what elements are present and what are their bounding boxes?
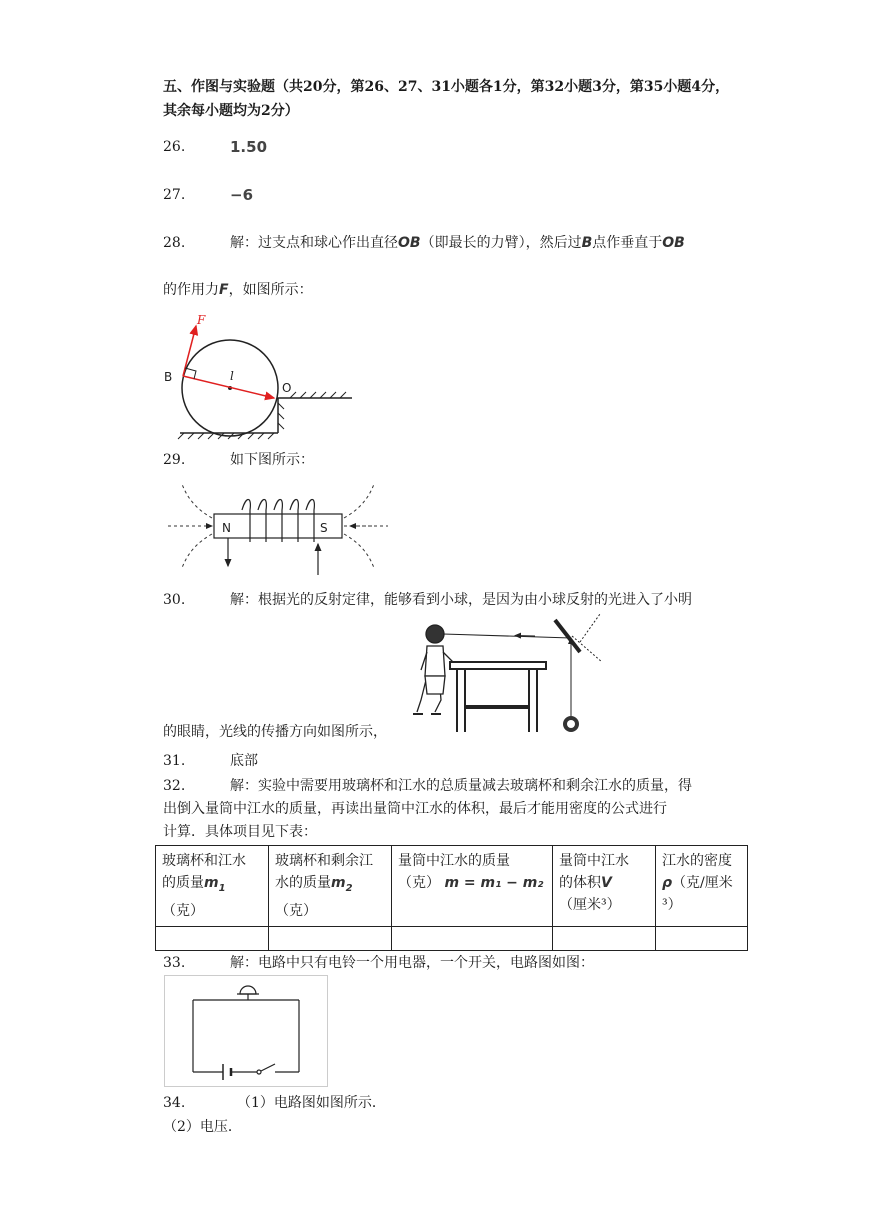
header-cell-3 — [392, 846, 553, 927]
header-4-b — [559, 872, 649, 894]
q32-number: 32. — [163, 778, 186, 794]
header-5-b-text: （克/厘米 — [672, 875, 733, 891]
q28-text-a: 解：过支点和球心作出直径 — [230, 235, 398, 251]
header-cell-5 — [656, 846, 748, 927]
q30-line1: 解：根据光的反射定律，能够看到小球，是因为由小球反射的光进入了小明 — [230, 592, 692, 608]
header-5-a: 江水的密度 — [662, 853, 732, 869]
header-2-c: （克） — [275, 902, 317, 919]
label-s: S — [320, 521, 328, 535]
header-2-a: 玻璃杯和剩余江 — [275, 853, 373, 869]
section-heading: 五、作图与实验题（共20分，第26、27、31小题各1分，第32小题3分，第35小题4分，其余每小题均为2分） — [163, 79, 730, 119]
header-3-formula: m = m₁ − m₂ — [444, 875, 544, 891]
q34-part1: （1）电路图如图所示． — [237, 1095, 386, 1111]
q27-answer: −6 — [230, 186, 254, 204]
q28-text-2a: 的作用力 — [163, 282, 219, 298]
q32-line1: 解：实验中需要用玻璃杯和江水的总质量减去玻璃杯和剩余江水的质量，得 — [230, 778, 692, 794]
q32-line2: 出倒入量筒中江水的质量，再读出量筒中江水的体积，最后才能用密度的公式进行 — [163, 801, 667, 817]
table-cell — [553, 926, 656, 950]
header-3-b-text: （克） — [398, 875, 440, 891]
q29-text: 如下图所示： — [230, 452, 314, 468]
header-4-v: V — [601, 875, 612, 891]
q34-number: 34. — [163, 1095, 186, 1111]
boy-figure — [413, 625, 455, 714]
header-5-b — [662, 872, 741, 894]
q34-part2: （2）电压． — [163, 1119, 242, 1135]
header-1-m: m — [204, 875, 219, 891]
q26-number: 26. — [163, 139, 186, 155]
q28-text-e: 点作垂直于 — [592, 235, 663, 251]
header-cell-4 — [553, 846, 656, 927]
label-n: N — [222, 521, 231, 535]
header-2-b — [275, 872, 385, 900]
table-row — [156, 926, 748, 950]
label-f: F — [197, 313, 206, 327]
label-b: B — [164, 370, 173, 384]
measurement-table — [155, 845, 748, 951]
header-5-rho: ρ — [662, 875, 673, 891]
q28-line1 — [230, 233, 685, 253]
q28-number: 28. — [163, 235, 186, 251]
solenoid-diagram — [160, 480, 395, 580]
label-o: O — [282, 381, 292, 395]
header-1-c: （克） — [162, 902, 204, 919]
header-4-a: 量筒中江水 — [559, 853, 629, 869]
q28-text-c: （即最长的力臂），然后过 — [420, 235, 582, 251]
header-cell-2 — [269, 846, 392, 927]
q31-answer: 底部 — [230, 753, 258, 769]
q29-number: 29. — [163, 452, 186, 468]
q30-number: 30. — [163, 592, 186, 608]
q26-answer: 1.50 — [230, 138, 268, 156]
q31-number: 31. — [163, 753, 186, 769]
q32-line3: 计算．具体项目见下表： — [163, 824, 317, 840]
header-2-m: m — [331, 875, 346, 891]
q30-line2: 的眼睛，光线的传播方向如图所示， — [163, 724, 387, 740]
header-cell-1 — [156, 846, 269, 927]
table-cell — [392, 926, 553, 950]
q28-text-2c: ，如图所示： — [228, 282, 313, 298]
table-cell — [269, 926, 392, 950]
header-4-b-text: 的体积 — [559, 875, 601, 891]
q27-number: 27. — [163, 187, 186, 203]
header-1-a: 玻璃杯和江水 — [162, 853, 246, 869]
header-2-sub: 2 — [345, 882, 353, 894]
table-cell — [656, 926, 748, 950]
table-header-row — [156, 846, 748, 927]
circuit-figure-frame — [164, 975, 328, 1087]
mirror-reflection-diagram — [405, 612, 605, 742]
bell-circuit-diagram — [165, 976, 327, 1086]
lever-circle-diagram — [160, 308, 360, 443]
q28-math-ob2: OB — [662, 235, 685, 251]
q33-number: 33. — [163, 955, 186, 971]
q33-text: 解：电路中只有电铃一个用电器，一个开关，电路图如图： — [230, 955, 594, 971]
q28-math-b: B — [581, 235, 593, 251]
q28-math-ob: OB — [398, 235, 421, 251]
header-3-a: 量筒中江水的质量 — [398, 853, 510, 869]
header-1-b — [162, 872, 262, 900]
table-cell — [156, 926, 269, 950]
label-l: l — [230, 369, 234, 383]
header-3-b — [398, 872, 546, 894]
header-1-b-text: 的质量 — [162, 875, 204, 891]
q28-line2 — [163, 280, 313, 300]
header-2-b-text: 水的质量 — [275, 875, 331, 891]
header-4-c: （厘米³） — [559, 897, 621, 913]
header-1-sub: 1 — [218, 882, 226, 894]
header-5-c: ³） — [662, 897, 682, 913]
q28-math-f: F — [219, 282, 229, 298]
